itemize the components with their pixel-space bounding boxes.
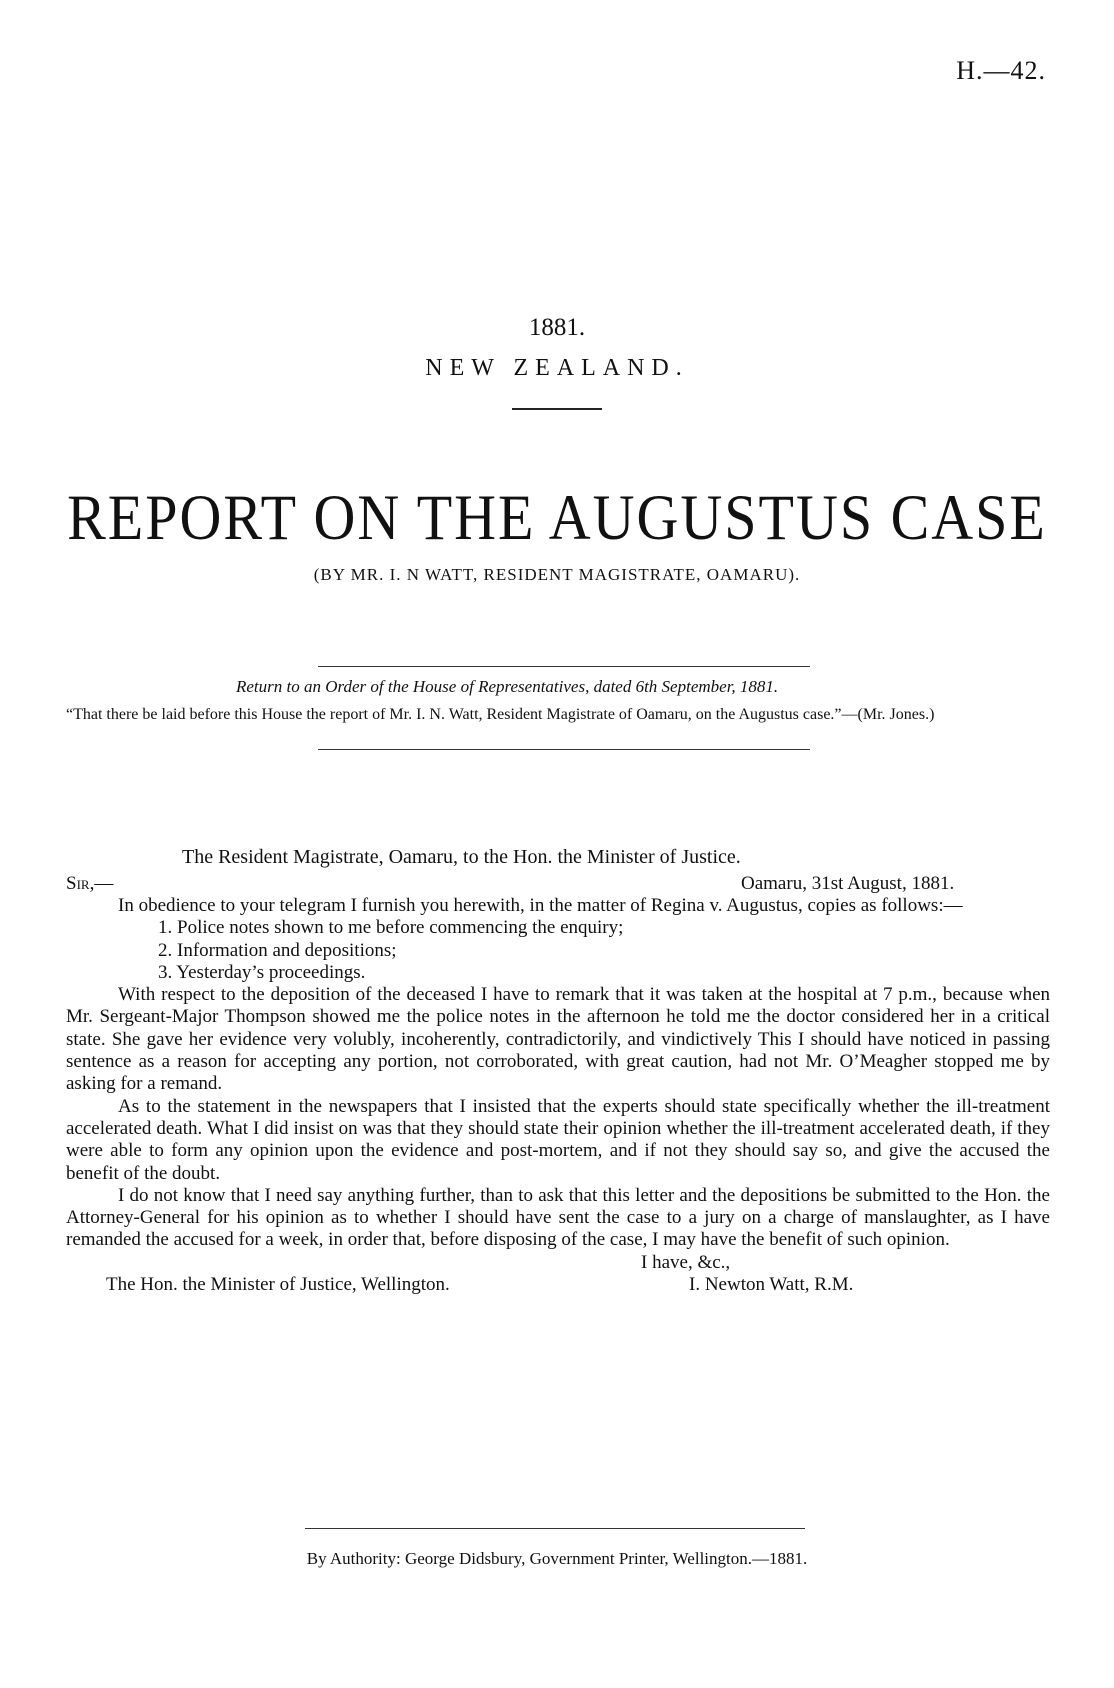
document-subtitle: (BY MR. I. N WATT, RESIDENT MAGISTRATE, OAMARU). (313, 565, 801, 584)
salutation-line (66, 873, 1050, 895)
letter-body (66, 873, 1050, 1298)
list-item: 3. Yesterday’s proceedings. (158, 961, 366, 983)
signature-line (66, 1274, 1050, 1298)
short-divider (512, 408, 602, 410)
addressee: The Hon. the Minister of Justice, Wellington. (106, 1274, 450, 1296)
closing: I have, &c., (641, 1251, 731, 1273)
footer-divider (305, 1528, 805, 1529)
deposition-paragraph: With respect to the deposition of the deceased I have to remark that it was taken at the hospital at 7 p.m., because when Mr. Sergeant-Major Thompson showed me the police notes in the afternoon he told me the doctor considered her in a critical state. She gave her evidence very volubly, incoherently, contradictorily, and vindictively This I should have noticed in passing sentence as a reason for accepting any portion, not corroborated, with great caution, had not Mr. O’Meagher stopped me by asking for a remand. (66, 984, 1050, 1095)
letter-heading: The Resident Magistrate, Oamaru, to the Hon. the Minister of Justice. (182, 846, 741, 868)
list-item: 2. Information and depositions; (158, 939, 397, 961)
return-order: Return to an Order of the House of Representatives, dated 6th September, 1881. (236, 677, 779, 696)
document-title: REPORT ON THE AUGUSTUS CASE (67, 480, 1047, 554)
divider-bottom (318, 749, 810, 750)
printer-footer: By Authority: George Didsbury, Government Printer, Wellington.—1881. (306, 1549, 808, 1568)
intro-paragraph: In obedience to your telegram I furnish you herewith, in the matter of Regina v. Augustus, copies as follows:— (118, 895, 963, 916)
list-item: 1. Police notes shown to me before commencing the enquiry; (158, 917, 624, 939)
signature: I. Newton Watt, R.M. (689, 1274, 854, 1296)
document-country: NEW ZEALAND. (425, 355, 689, 381)
document-year: 1881. (528, 314, 586, 341)
request-paragraph: I do not know that I need say anything further, than to ask that this letter and the depositions be submitted to the Hon. the Attorney-General for his opinion as to whether I should have sent the case to a jury on a charge of manslaughter, as I have remanded the accused for a week, in order that, before disposing of the case, I may have the benefit of such opinion. (66, 1184, 1050, 1251)
salutation: Sir,— (66, 873, 114, 894)
place-date: Oamaru, 31st August, 1881. (741, 873, 955, 894)
divider-top (318, 666, 810, 667)
document-reference: H.—42. (956, 56, 1046, 85)
motion-text: “That there be laid before this House the report of Mr. I. N. Watt, Resident Magistrate of Oamaru, on the Augustus case.”—(Mr. Jones.) (66, 706, 935, 723)
newspapers-paragraph: As to the statement in the newspapers that I insisted that the experts should state specifically whether the ill-treatment accelerated death. What I did insist on was that they should state their opinion whether the ill-treatment accelerated death, if they were able to form any opinion upon the evidence and post-mortem, and if not they should say so, and give the accused the benefit of the doubt. (66, 1095, 1050, 1184)
